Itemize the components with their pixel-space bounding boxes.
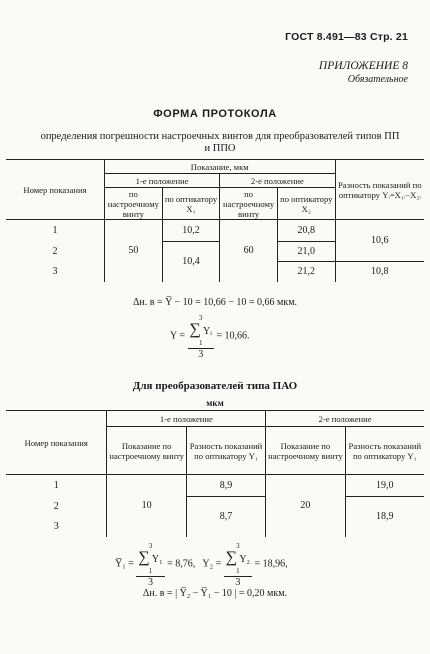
protocol-title: ФОРМА ПРОТОКОЛА [153, 108, 277, 120]
t1-row-num: 2 [52, 245, 58, 257]
t2-h-screw1: Показание по настроечному винту [107, 427, 186, 475]
protocol-subtitle: определения погрешности настроечных винтов для преобразователей типов ПП и ППО [40, 131, 400, 154]
t2-screw1: 10 [107, 475, 186, 537]
t1-row-num: 1 [52, 224, 58, 236]
fraction-y1 [136, 540, 164, 588]
t1-header-num: Номер показания [6, 160, 104, 220]
page-header: ГОСТ 8.491—83 Стр. 21 [285, 31, 408, 43]
sum-sign: ∑ [189, 321, 201, 338]
t2-row-num: 1 [53, 479, 59, 491]
formula-mean-pp [170, 312, 250, 360]
t1-opt2: 21,2 [278, 262, 335, 282]
t1-pos2: 2-е положение [220, 174, 335, 188]
section-pao-title: Для преобразователей типа ПАО [132, 380, 298, 392]
formula-delta-pp: Δн. в = Y̅ − 10 = 10,66 − 10 = 0,66 мкм. [132, 297, 298, 308]
t1-opt1: 10,4 [162, 242, 219, 282]
t1-header-readings: Показание, мкм [104, 160, 335, 174]
t1-pos1: 1-е положение [104, 174, 219, 188]
fraction-numerator [188, 312, 214, 349]
t1-h-opt2: по оптикатору X₂ [278, 188, 335, 220]
t1-h-screw2: по настроечному винту [220, 188, 278, 220]
protocol-table-pp [6, 159, 424, 282]
t2-diff2: 19,0 [345, 475, 424, 497]
appendix-title: ПРИЛОЖЕНИЕ 8 [318, 60, 408, 72]
t2-pos1: 1-е положение [107, 411, 266, 427]
appendix-label [319, 59, 408, 87]
fraction [188, 312, 214, 360]
fraction-numerator [224, 540, 252, 577]
appendix-subtitle: Обязательное [347, 74, 408, 85]
t2-diff2: 18,9 [345, 497, 424, 537]
sum-lower: 1 [198, 339, 203, 347]
sum-term: Y₂ [239, 554, 251, 565]
sum-upper: 3 [198, 314, 203, 322]
t2-pos2: 2-е положение [266, 411, 424, 427]
t2-screw2: 20 [266, 475, 345, 537]
t2-row-num: 3 [53, 520, 59, 532]
t1-screw2: 60 [220, 220, 278, 282]
section-pao-unit: мкм [206, 398, 224, 408]
formula-y2-rhs: = 18,96, [254, 558, 288, 570]
t1-row-num: 3 [52, 265, 58, 277]
sum-term: Y₁ [151, 554, 163, 565]
fraction-denominator: 3 [235, 577, 241, 588]
protocol-table-pao [6, 410, 424, 537]
t1-h-opt1: по оптикатору X₁ [162, 188, 219, 220]
formula-rhs: = 10,66. [216, 330, 250, 342]
t1-opt2: 21,0 [278, 242, 335, 262]
t2-diff1: 8,9 [186, 475, 265, 497]
t2-header-num: Номер показания [6, 411, 107, 475]
t2-h-screw2: Показание по настроечному винту [266, 427, 345, 475]
t2-diff1: 8,7 [186, 497, 265, 537]
formula-y1-lhs: Y̅₁ = [115, 558, 134, 570]
fraction-numerator [136, 540, 164, 577]
t1-diff: 10,6 [335, 220, 424, 262]
fraction-denominator: 3 [147, 577, 153, 588]
sum-upper: 3 [236, 542, 240, 550]
sum-upper: 3 [148, 542, 153, 550]
t1-h-screw1: по настроечному винту [104, 188, 162, 220]
t1-screw1: 50 [104, 220, 162, 282]
sum-sign: ∑ [138, 549, 150, 566]
t2-h-diff1: Разность показаний по оптикатору Y₁ [186, 427, 265, 475]
sum-lower: 1 [236, 567, 240, 575]
t1-opt2: 20,8 [278, 220, 335, 242]
t2-row-num: 2 [53, 500, 59, 512]
fraction-denominator: 3 [198, 349, 204, 360]
formula-means-pao [115, 540, 288, 588]
t1-diff: 10,8 [335, 262, 424, 282]
sum-term: Yᵢ [203, 326, 212, 337]
sum-lower: 1 [148, 567, 153, 575]
formula-y1-rhs: = 8,76, [167, 558, 196, 570]
fraction-y2 [224, 540, 252, 588]
sum-sign: ∑ [225, 549, 238, 566]
formula-lhs: Y = [170, 330, 185, 342]
t2-h-diff2: Разность показаний по оптикатору Y₁ [345, 427, 424, 475]
formula-y2-lhs: Y₂ = [202, 558, 222, 570]
formula-delta-pao: Δн. в = | Y̅₂ − Y̅₁ − 10 | = 0,20 мкм. [142, 588, 288, 599]
t1-header-diff: Разность показаний по оптикатору Yᵢ=X₁ᵢ−X₂ᵢ [335, 160, 424, 220]
t1-opt1: 10,2 [162, 220, 219, 242]
